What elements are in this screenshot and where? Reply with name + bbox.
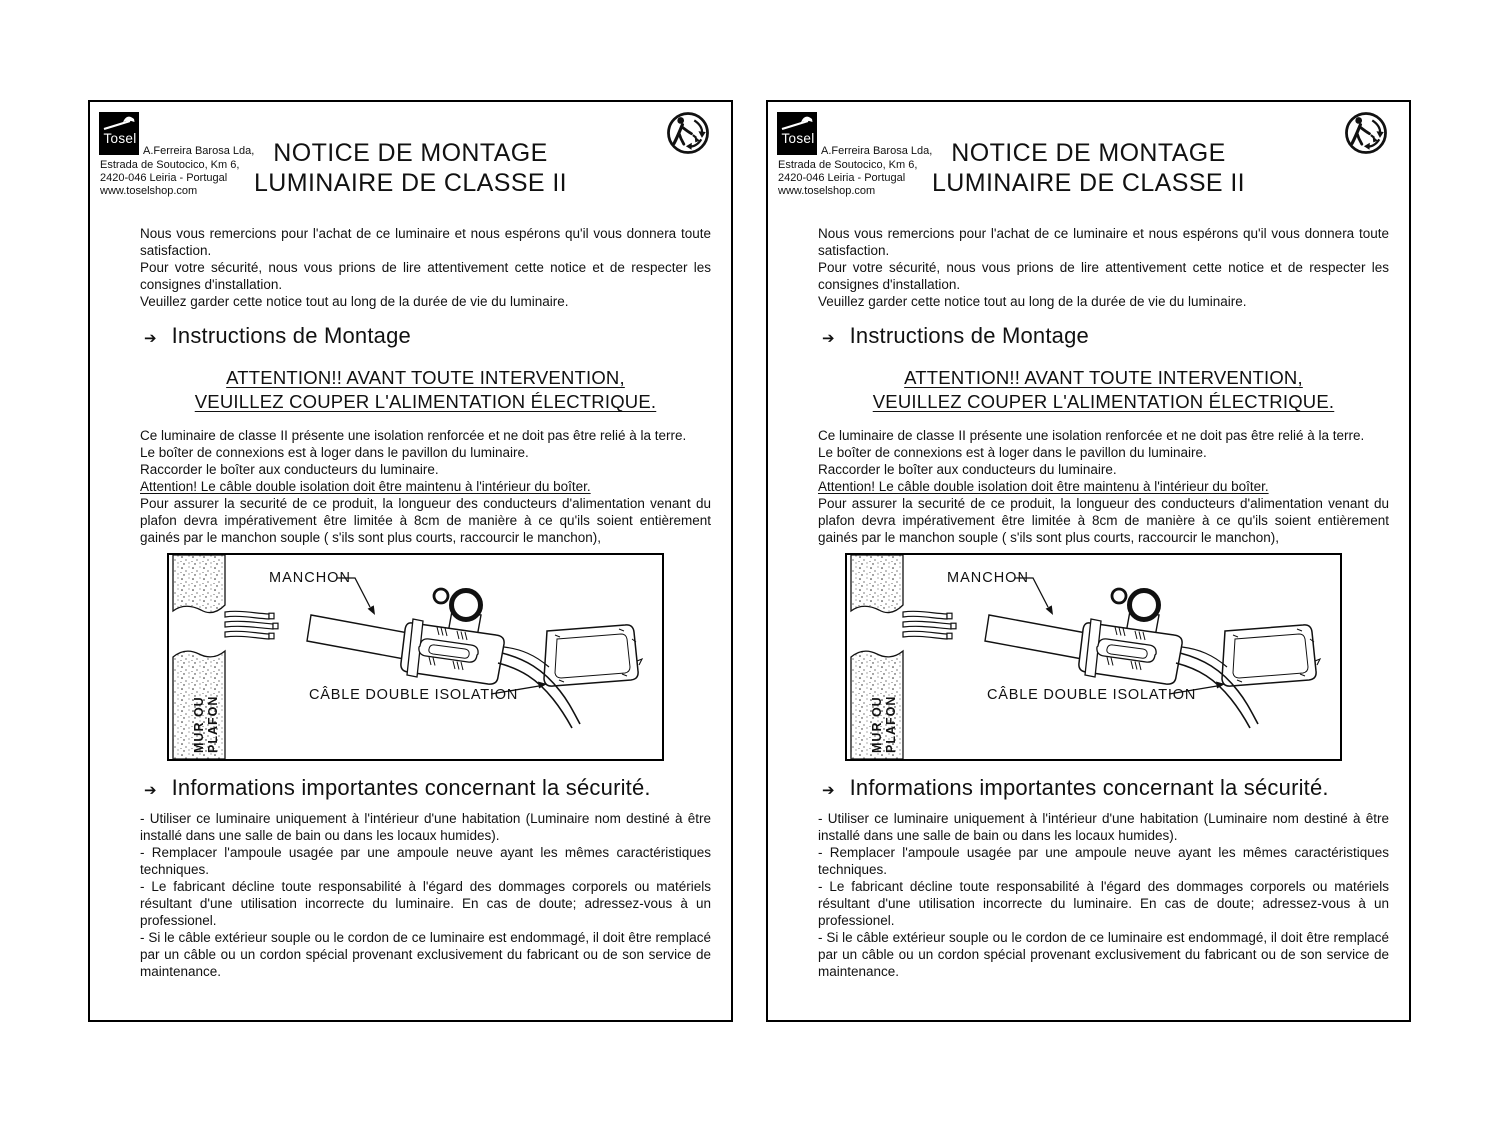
wall-label-line-1: MUR OU (192, 696, 206, 753)
triman-recycling-icon (665, 110, 711, 156)
address-line-2: 2420-046 Leiria - Portugal (778, 172, 906, 184)
warning-line-1: ATTENTION!! AVANT TOUTE INTERVENTION, (904, 367, 1303, 388)
page-title (200, 138, 621, 198)
montage-line-2: Le boîter de connexions est à loger dans le pavillon du luminaire. (818, 445, 1207, 460)
installation-diagram (845, 553, 1342, 761)
address-line-1: Estrada de Soutocico, Km 6, (778, 159, 918, 171)
page-title (878, 138, 1299, 198)
intro-paragraph-3: Veuillez garder cette notice tout au long de la durée de vie du luminaire. (140, 294, 569, 309)
section-heading-montage-label: Instructions de Montage (849, 323, 1089, 348)
safety-bullet-2: - Remplacer l'ampoule usagée par une ampoule neuve ayant les mêmes caractéristiques techniques. (140, 845, 711, 877)
logo-wordmark: Tosel (781, 131, 815, 146)
wall-label-line-2: PLAFON (884, 695, 898, 753)
sleeve-paragraph: Pour assurer la securité de ce produit, la longueur des conducteurs d'alimentation venant du plafon devra impérativement être limitée à 8cm de manière à ce qu'ils soient entièrement gainés par le manchon souple ( s'ils sont plus courts, raccourcir le manchon), (818, 496, 1389, 545)
cable-label: CÂBLE DOUBLE ISOLATION (987, 687, 1197, 703)
cover-plate (544, 625, 642, 686)
hanging-ring (452, 591, 481, 620)
cable-label: CÂBLE DOUBLE ISOLATION (309, 687, 519, 703)
montage-line-1: Ce luminaire de classe II présente une isolation renforcée et ne doit pas être relié à la terre. (818, 428, 1365, 443)
tosel-logo (777, 112, 817, 155)
section-heading-montage (140, 323, 711, 349)
safety-bullet-2: - Remplacer l'ampoule usagée par une ampoule neuve ayant les mêmes caractéristiques techniques. (818, 845, 1389, 877)
address-line-1: Estrada de Soutocico, Km 6, (100, 159, 240, 171)
warning-line-1: ATTENTION!! AVANT TOUTE INTERVENTION, (226, 367, 625, 388)
montage-instructions (140, 427, 711, 478)
junction-box (1079, 589, 1182, 684)
manchon-arrowhead (1046, 605, 1053, 615)
address-line-2: 2420-046 Leiria - Portugal (100, 172, 228, 184)
intro-paragraph-1: Nous vous remercions pour l'achat de ce luminaire et nous espérons qu'il vous donnera toute satisfaction. (140, 226, 711, 258)
attention-note: Attention! Le câble double isolation doit être maintenu à l'intérieur du boîter. (818, 479, 1269, 494)
tosel-logo (99, 112, 139, 155)
manchon-arrowhead (368, 605, 375, 615)
montage-line-1: Ce luminaire de classe II présente une isolation renforcée et ne doit pas être relié à la terre. (140, 428, 687, 443)
wall-label-line-2: PLAFON (206, 695, 220, 753)
arrow-icon: ➔ (822, 782, 835, 799)
wall-label-line-1: MUR OU (870, 696, 884, 753)
safety-bullet-3: - Le fabricant décline toute responsabilité à l'égard des dommages corporels ou matériels résultant d'une utilisation incorrecte du luminaire. En cas de doute; adressez-vous à un professionel. (140, 879, 711, 928)
junction-box (401, 589, 504, 684)
attention-note: Attention! Le câble double isolation doit être maintenu à l'intérieur du boîter. (140, 479, 591, 494)
section-heading-securite (818, 775, 1389, 801)
intro-paragraph-1: Nous vous remercions pour l'achat de ce luminaire et nous espérons qu'il vous donnera toute satisfaction. (818, 226, 1389, 258)
supply-wires (903, 611, 956, 639)
hanging-ring (1130, 591, 1159, 620)
arrow-icon: ➔ (144, 782, 157, 799)
company-name: A.Ferreira Barosa Lda, (143, 145, 255, 157)
cover-plate (1222, 625, 1320, 686)
page-title-line-2: LUMINAIRE DE CLASSE II (253, 169, 568, 197)
notice-page (766, 100, 1411, 1022)
page-title-line-2: LUMINAIRE DE CLASSE II (931, 169, 1246, 197)
small-ring (434, 589, 448, 603)
safety-bullets (140, 810, 711, 980)
page-body (140, 225, 711, 980)
section-heading-securite-label: Informations importantes concernant la sécurité. (849, 775, 1329, 800)
installation-diagram (167, 553, 664, 761)
safety-bullet-4: - Si le câble extérieur souple ou le cordon de ce luminaire est endommagé, il doit être remplacé par un câble ou un cordon spécial provenant exclusivement du fabricant ou de son service de maintenance. (818, 930, 1389, 979)
safety-bullet-1: - Utiliser ce luminaire uniquement à l'intérieur d'une habitation (Luminaire nom destiné à être installé dans une salle de bain ou dans les locaux humides). (818, 811, 1389, 843)
arrow-icon: ➔ (144, 330, 157, 347)
safety-bullets (818, 810, 1389, 980)
company-website: www.toselshop.com (778, 185, 876, 197)
small-ring (1112, 589, 1126, 603)
section-heading-montage (818, 323, 1389, 349)
manchon-label: MANCHON (269, 570, 351, 586)
triman-recycling-icon (1343, 110, 1389, 156)
sleeve-paragraph: Pour assurer la securité de ce produit, la longueur des conducteurs d'alimentation venant du plafon devra impérativement être limitée à 8cm de manière à ce qu'ils soient entièrement gainés par le manchon souple ( s'ils sont plus courts, raccourcir le manchon), (140, 496, 711, 545)
page-title-line-1: NOTICE DE MONTAGE (273, 139, 548, 167)
company-name: A.Ferreira Barosa Lda, (821, 145, 933, 157)
company-website: www.toselshop.com (100, 185, 198, 197)
warning-banner (818, 366, 1389, 414)
warning-line-2: VEUILLEZ COUPER L'ALIMENTATION ÉLECTRIQUE. (194, 391, 657, 412)
section-heading-securite (140, 775, 711, 801)
page-body (818, 225, 1389, 980)
page-title-line-1: NOTICE DE MONTAGE (951, 139, 1226, 167)
montage-line-3: Raccorder le boîter aux conducteurs du luminaire. (140, 462, 439, 477)
intro-paragraph-2: Pour votre sécurité, nous vous prions de lire attentivement cette notice et de respecter les consignes d'installation. (818, 260, 1389, 292)
arrow-icon: ➔ (822, 330, 835, 347)
safety-bullet-3: - Le fabricant décline toute responsabilité à l'égard des dommages corporels ou matériels résultant d'une utilisation incorrecte du luminaire. En cas de doute; adressez-vous à un professionel. (818, 879, 1389, 928)
logo-wordmark: Tosel (103, 131, 137, 146)
warning-line-2: VEUILLEZ COUPER L'ALIMENTATION ÉLECTRIQUE. (872, 391, 1335, 412)
warning-banner (140, 366, 711, 414)
safety-bullet-1: - Utiliser ce luminaire uniquement à l'intérieur d'une habitation (Luminaire nom destiné à être installé dans une salle de bain ou dans les locaux humides). (140, 811, 711, 843)
supply-wires (225, 611, 278, 639)
montage-instructions (818, 427, 1389, 478)
wall-section (851, 555, 903, 759)
section-heading-securite-label: Informations importantes concernant la sécurité. (171, 775, 651, 800)
notice-page (88, 100, 733, 1022)
manchon-label: MANCHON (947, 570, 1029, 586)
intro-paragraph-3: Veuillez garder cette notice tout au long de la durée de vie du luminaire. (818, 294, 1247, 309)
montage-line-3: Raccorder le boîter aux conducteurs du luminaire. (818, 462, 1117, 477)
safety-bullet-4: - Si le câble extérieur souple ou le cordon de ce luminaire est endommagé, il doit être remplacé par un câble ou un cordon spécial provenant exclusivement du fabricant ou de son service de maintenance. (140, 930, 711, 979)
section-heading-montage-label: Instructions de Montage (171, 323, 411, 348)
intro-paragraphs (818, 225, 1389, 310)
montage-line-2: Le boîter de connexions est à loger dans le pavillon du luminaire. (140, 445, 529, 460)
intro-paragraphs (140, 225, 711, 310)
wall-section (173, 555, 225, 759)
intro-paragraph-2: Pour votre sécurité, nous vous prions de lire attentivement cette notice et de respecter les consignes d'installation. (140, 260, 711, 292)
